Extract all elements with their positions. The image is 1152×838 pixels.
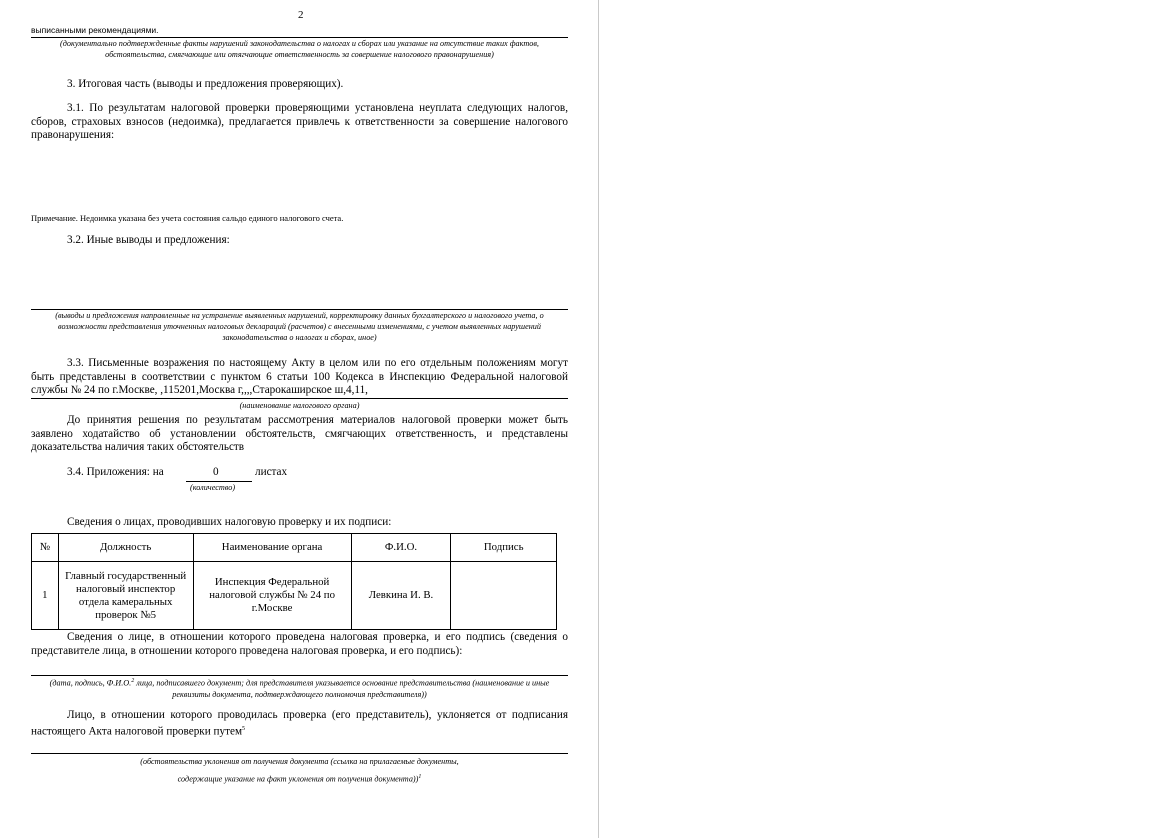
footnote-ref: 5 [242,725,246,732]
table-cell: Левкина И. В. [351,562,451,630]
table-row [32,562,557,630]
section-3-2-title: 3.2. Иные выводы и предложения: [67,234,230,246]
inspectors-table [31,533,557,630]
note-evasion-line1: (обстоятельства уклонения от получения документа (ссылка на прилагаемые документы, [140,757,459,766]
evasion-text [31,709,568,739]
inspectors-title: Сведения о лицах, проводивших налоговую проверку и их подписи: [67,516,392,528]
table-cell: 1 [32,562,59,630]
note-evasion-line2 [31,772,568,785]
section-3-4-label: 3.4. Приложения: на [67,466,164,478]
note-tax-authority: (наименование налогового органа) [239,401,360,410]
divider [31,398,568,399]
signature-cell [451,562,557,630]
note-conclusions: (выводы и предложения направленные на устранение выявленных нарушений, корректировку данных бухгалтерского и налогового учета, о возможности представления уточненных налоговых деклараций (расчетов) с внесенными изменениями, с учетом выявленных нарушений законодательства о налогах и сборах, иное) [55,311,544,342]
table-cell: Главный государственный налоговый инспектор отдела камеральных проверок №5 [58,562,193,630]
footnote-ref: 1 [418,774,422,780]
table-header-row [32,534,557,562]
divider [31,753,568,754]
remark: Примечание. Недоимка указана без учета состояния сальдо единого налогового счета. [31,213,344,223]
note-signature [31,676,568,700]
table-header: Подпись [451,534,557,562]
note-facts: (документально подтвержденные факты нарушений законодательства о налогах и сборах или указание на отсутствие таких фактов, обстоятельства, смягчающие или отягчающие ответственность за совершение налогового правонарушения) [60,39,539,59]
page-number: 2 [298,9,304,21]
footnote-ref: 2 [131,678,135,684]
petition-text: До принятия решения по результатам рассмотрения материалов налоговой проверки может быть заявлено ходатайство об установлении обстоятельств, смягчающих ответственность, и представлены доказательства наличия таких обстоятельств [31,414,568,453]
note-evasion-line2-text: содержащие указание на факт уклонения от получения документа)) [177,774,419,784]
table-header: Наименование органа [193,534,351,562]
note-signature-part: (дата, подпись, Ф.И.О. [49,678,132,688]
note-quantity: (количество) [190,483,236,492]
person-info-text: Сведения о лице, в отношении которого проведена налоговая проверка, и его подпись (сведения о представителе лица, в отношении которого проведена налоговая проверка, и его подпись): [31,631,568,657]
section-3-3-text: 3.3. Письменные возражения по настоящему Акту в целом или по его отдельным положениям могут быть представлены в соответствии с пунктом 6 статьи 100 Кодекса в Инспекцию Федеральной налоговой службы № 24 по г.Москве, ,115201,Москва г,,,,Старокаширское ш,4,11, [31,357,568,396]
evasion-text-body: Лицо, в отношении которого проводилась проверка (его представитель), уклоняется от подписания настоящего Акта налоговой проверки путем [31,709,568,738]
top-text: выписанными рекомендациями. [31,25,159,35]
table-header: Ф.И.О. [351,534,451,562]
section-3-1-text: 3.1. По результатам налоговой проверки проверяющими установлена неуплата следующих налогов, сборов, страховых взносов (недоимка), предлагается привлечь к ответственности за совершение налогового правонарушения: [31,102,568,141]
table-cell: Инспекция Федеральной налоговой службы № 24 по г.Москве [193,562,351,630]
divider [186,481,252,482]
attachments-count: 0 [213,466,219,478]
table-header: № [32,534,59,562]
table-header: Должность [58,534,193,562]
section-3-title: 3. Итоговая часть (выводы и предложения проверяющих). [67,78,344,90]
empty-viewer-area [599,0,1152,838]
note-signature-part: лица, подписавшего документ; для представителя указывается основание представительства (наименование и иные реквизиты документа, подтверждающего полномочия представителя)) [134,678,550,699]
attachments-suffix: листах [255,466,288,478]
